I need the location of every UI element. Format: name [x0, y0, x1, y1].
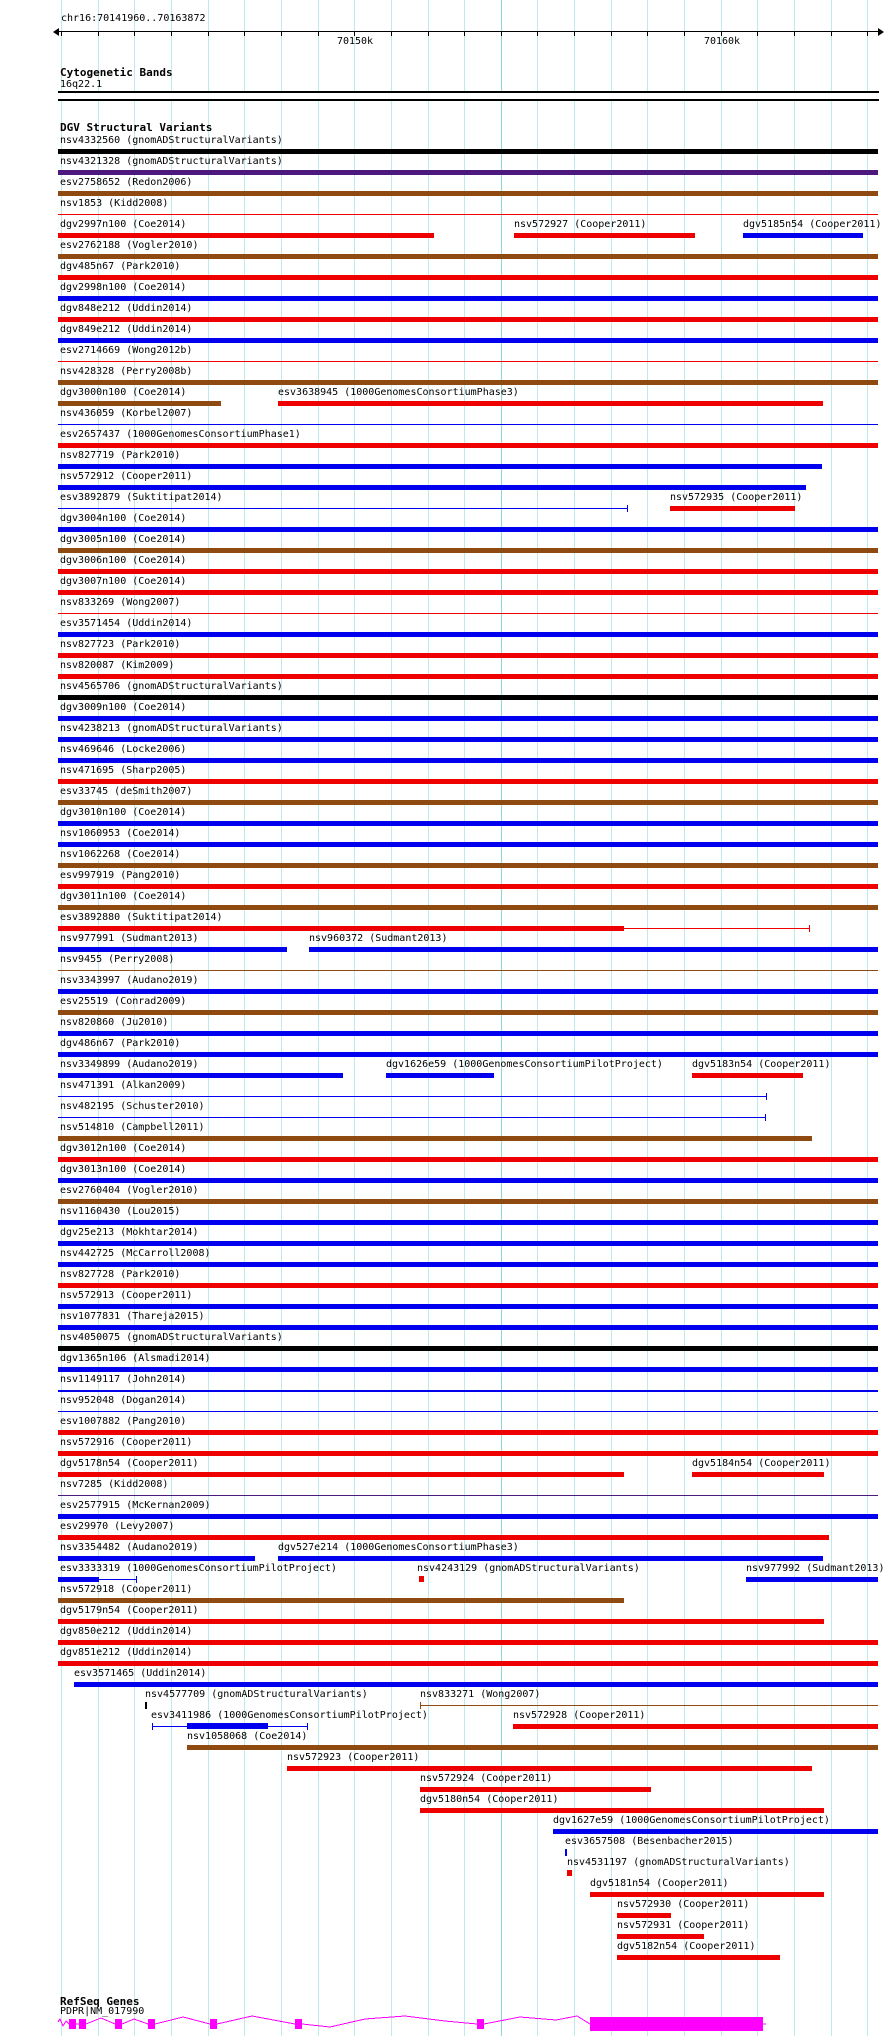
cytoband-track-title: Cytogenetic Bands	[60, 66, 173, 79]
variant-label: esv3638945 (1000GenomesConsortiumPhase3)	[278, 387, 519, 398]
variant-bar[interactable]	[58, 1640, 878, 1645]
gridline	[684, 0, 685, 2036]
variant-label: dgv3012n100 (Coe2014)	[60, 1143, 187, 1154]
gridline	[757, 0, 758, 2036]
variant-label: dgv486n67 (Park2010)	[60, 1038, 181, 1049]
variant-bar[interactable]	[58, 548, 878, 553]
gridline	[867, 0, 868, 2036]
variant-label: nsv977991 (Sudmant2013)	[60, 933, 199, 944]
ruler-tick	[391, 31, 392, 36]
gene-exon[interactable]	[79, 2019, 86, 2029]
ruler-tick	[574, 31, 575, 36]
variant-bar[interactable]	[58, 1556, 255, 1561]
variant-bar[interactable]	[58, 443, 878, 448]
variant-bar[interactable]	[58, 508, 627, 509]
variant-label: nsv4243129 (gnomADStructuralVariants)	[417, 1563, 640, 1574]
variant-label: nsv469646 (Locke2006)	[60, 744, 187, 755]
variant-bar[interactable]	[58, 1010, 878, 1015]
variant-end-tick	[136, 1576, 137, 1583]
ruler-tick	[757, 31, 758, 36]
variant-bar[interactable]	[58, 401, 221, 406]
gene-exon[interactable]	[148, 2019, 155, 2029]
ruler-tick	[464, 31, 465, 36]
variant-label: esv3892880 (Suktitipat2014)	[60, 912, 223, 923]
variant-bar[interactable]	[58, 821, 878, 826]
variant-bar[interactable]	[58, 863, 878, 868]
variant-bar[interactable]	[617, 1913, 671, 1918]
variant-label: nsv572912 (Cooper2011)	[60, 471, 193, 482]
gridline	[611, 0, 612, 2036]
variant-bar[interactable]	[58, 884, 878, 889]
variant-bar[interactable]	[58, 317, 878, 322]
variant-bar[interactable]	[145, 1702, 147, 1709]
variant-label: nsv4321328 (gnomADStructuralVariants)	[60, 156, 283, 167]
variant-label: esv3657508 (Besenbacher2015)	[565, 1836, 734, 1847]
variant-bar[interactable]	[58, 1390, 878, 1392]
gridline	[464, 0, 465, 2036]
variant-label: nsv471391 (Alkan2009)	[60, 1080, 187, 1091]
variant-bar[interactable]	[58, 1031, 878, 1036]
variant-label: nsv572913 (Cooper2011)	[60, 1290, 193, 1301]
variant-bar[interactable]	[420, 1705, 878, 1706]
variant-label: nsv7285 (Kidd2008)	[60, 1479, 169, 1490]
variant-bar[interactable]	[58, 1262, 878, 1267]
variant-bar[interactable]	[419, 1576, 424, 1582]
variant-end-tick	[307, 1723, 308, 1730]
variant-label: dgv5178n54 (Cooper2011)	[60, 1458, 199, 1469]
variant-bar[interactable]	[187, 1745, 878, 1750]
ruler-tick	[537, 31, 538, 36]
variant-label: nsv442725 (McCarroll2008)	[60, 1248, 211, 1259]
variant-bar[interactable]	[58, 214, 878, 215]
variant-label: esv2760404 (Vogler2010)	[60, 1185, 199, 1196]
ruler-right-arrow-icon	[878, 28, 884, 36]
variant-bar[interactable]	[58, 191, 878, 196]
cytoband-label: 16q22.1	[60, 79, 103, 90]
variant-bar[interactable]	[58, 1199, 878, 1204]
variant-bar[interactable]	[58, 1535, 829, 1540]
variant-label: dgv5184n54 (Cooper2011)	[692, 1458, 831, 1469]
variant-label: esv3571454 (Uddin2014)	[60, 618, 193, 629]
gene-exon[interactable]	[295, 2019, 302, 2029]
variant-bar[interactable]	[58, 1241, 878, 1246]
variant-label: dgv5185n54 (Cooper2011)	[743, 219, 882, 230]
variant-bar[interactable]	[58, 989, 878, 994]
gridline	[428, 0, 429, 2036]
gridline	[794, 0, 795, 2036]
ruler-left-arrow-icon	[53, 28, 59, 36]
variant-bar[interactable]	[420, 1787, 651, 1792]
variant-bar[interactable]	[58, 842, 878, 847]
variant-label: esv2657437 (1000GenomesConsortiumPhase1)	[60, 429, 301, 440]
variant-bar[interactable]	[74, 1682, 878, 1687]
variant-label: nsv572927 (Cooper2011)	[514, 219, 647, 230]
ruler-tick	[684, 31, 685, 36]
variant-label: nsv1149117 (John2014)	[60, 1374, 187, 1385]
variant-bar[interactable]	[58, 1451, 878, 1456]
variant-bar[interactable]	[58, 1661, 878, 1666]
ruler-tick	[831, 31, 832, 36]
variant-bar[interactable]	[58, 1619, 824, 1624]
ruler-tick	[867, 31, 868, 36]
variant-label: dgv3004n100 (Coe2014)	[60, 513, 187, 524]
variant-bar[interactable]	[58, 1117, 765, 1118]
variant-label: dgv5179n54 (Cooper2011)	[60, 1605, 199, 1616]
variant-bar[interactable]	[553, 1829, 878, 1834]
variant-label: nsv4565706 (gnomADStructuralVariants)	[60, 681, 283, 692]
variant-label: dgv1365n106 (Alsmadi2014)	[60, 1353, 211, 1364]
variant-label: esv33745 (deSmith2007)	[60, 786, 193, 797]
variant-label: nsv1160430 (Lou2015)	[60, 1206, 181, 1217]
variant-label: nsv4577709 (gnomADStructuralVariants)	[145, 1689, 368, 1700]
variant-label: nsv827719 (Park2010)	[60, 450, 181, 461]
gene-exon[interactable]	[210, 2019, 217, 2029]
gridline	[831, 0, 832, 2036]
variant-label: nsv428328 (Perry2008b)	[60, 366, 193, 377]
variant-label: dgv485n67 (Park2010)	[60, 261, 181, 272]
region-label: chr16:70141960..70163872	[61, 13, 206, 24]
variant-bar[interactable]	[58, 905, 878, 910]
variant-bar[interactable]	[692, 1472, 824, 1477]
variant-label: nsv514810 (Campbell2011)	[60, 1122, 205, 1133]
variant-label: dgv25e213 (Mokhtar2014)	[60, 1227, 199, 1238]
ruler-axis-line	[58, 31, 879, 32]
variant-bar[interactable]	[58, 1052, 878, 1057]
gridline	[574, 0, 575, 2036]
variant-label: esv2577915 (McKernan2009)	[60, 1500, 211, 1511]
variant-bar[interactable]	[58, 695, 878, 700]
variant-label: nsv960372 (Sudmant2013)	[309, 933, 448, 944]
ruler-tick	[208, 31, 209, 36]
variant-end-tick	[627, 505, 628, 512]
variant-bar[interactable]	[58, 149, 878, 154]
variant-bar[interactable]	[567, 1870, 572, 1876]
ruler-tick	[244, 31, 245, 36]
variant-bar[interactable]	[58, 1304, 878, 1309]
ruler-tick	[171, 31, 172, 36]
variant-end-tick	[152, 1723, 153, 1730]
variant-bar[interactable]	[624, 928, 809, 929]
variant-bar[interactable]	[58, 1178, 878, 1183]
ruler-tick	[318, 31, 319, 36]
variant-bar[interactable]	[278, 1556, 823, 1561]
variant-end-tick	[420, 1702, 421, 1709]
variant-label: nsv1077831 (Thareja2015)	[60, 1311, 205, 1322]
variant-bar[interactable]	[58, 1136, 812, 1141]
variant-label: nsv4332560 (gnomADStructuralVariants)	[60, 135, 283, 146]
variant-bar[interactable]	[99, 1579, 136, 1580]
variant-bar[interactable]	[58, 1325, 878, 1330]
variant-bar[interactable]	[58, 380, 878, 385]
variant-bar[interactable]	[58, 1157, 878, 1162]
variant-label: dgv2998n100 (Coe2014)	[60, 282, 187, 293]
variant-bar[interactable]	[617, 1955, 780, 1960]
variant-label: dgv5183n54 (Cooper2011)	[692, 1059, 831, 1070]
ruler-tick	[611, 31, 612, 36]
variant-bar[interactable]	[309, 947, 878, 952]
variant-label: nsv4050075 (gnomADStructuralVariants)	[60, 1332, 283, 1343]
gridline	[721, 0, 722, 2036]
ruler-tick-label: 70160k	[703, 36, 741, 47]
variant-bar[interactable]	[590, 1892, 824, 1897]
variant-bar[interactable]	[58, 233, 434, 238]
variant-label: nsv3354482 (Audano2019)	[60, 1542, 199, 1553]
ruler-tick	[428, 31, 429, 36]
variant-label: nsv572930 (Cooper2011)	[617, 1899, 750, 1910]
variant-bar[interactable]	[58, 464, 822, 469]
variant-label: esv2714669 (Wong2012b)	[60, 345, 193, 356]
ruler-tick	[794, 31, 795, 36]
variant-label: esv3411986 (1000GenomesConsortiumPilotProject)	[151, 1710, 428, 1721]
variant-bar[interactable]	[670, 506, 795, 511]
variant-bar[interactable]	[58, 1367, 878, 1372]
variant-bar[interactable]	[58, 485, 806, 490]
variant-label: nsv4238213 (gnomADStructuralVariants)	[60, 723, 283, 734]
variant-label: dgv3000n100 (Coe2014)	[60, 387, 187, 398]
variant-label: esv25519 (Conrad2009)	[60, 996, 187, 1007]
variant-bar[interactable]	[58, 1514, 878, 1519]
ruler-tick	[98, 31, 99, 36]
variant-label: nsv471695 (Sharp2005)	[60, 765, 187, 776]
variant-label: nsv3343997 (Audano2019)	[60, 975, 199, 986]
variant-bar[interactable]	[58, 1430, 878, 1435]
variant-bar[interactable]	[58, 1411, 878, 1412]
variant-bar[interactable]	[58, 1220, 878, 1225]
gridline	[537, 0, 538, 2036]
variant-label: nsv572918 (Cooper2011)	[60, 1584, 193, 1595]
variant-bar[interactable]	[617, 1934, 704, 1939]
variant-end-tick	[766, 1093, 767, 1100]
variant-bar[interactable]	[58, 1495, 878, 1496]
variant-bar[interactable]	[58, 275, 878, 280]
variant-end-tick	[809, 925, 810, 932]
variant-label: nsv1062268 (Coe2014)	[60, 849, 181, 860]
variant-bar[interactable]	[58, 653, 878, 658]
variant-bar[interactable]	[743, 233, 863, 238]
variant-label: esv3571465 (Uddin2014)	[74, 1668, 207, 1679]
variant-bar[interactable]	[58, 737, 878, 742]
variant-bar[interactable]	[58, 361, 878, 362]
variant-bar[interactable]	[58, 296, 878, 301]
variant-bar[interactable]	[278, 401, 823, 406]
refseq-track-title: RefSeq Genes	[60, 1995, 140, 2008]
variant-bar[interactable]	[386, 1073, 494, 1078]
variant-bar[interactable]	[58, 613, 878, 614]
variant-label: nsv820087 (Kim2009)	[60, 660, 175, 671]
variant-bar[interactable]	[287, 1766, 812, 1771]
variant-bar[interactable]	[58, 758, 878, 763]
variant-label: dgv851e212 (Uddin2014)	[60, 1647, 193, 1658]
variant-bar[interactable]	[58, 632, 878, 637]
variant-bar[interactable]	[58, 1096, 766, 1097]
variant-label: nsv572931 (Cooper2011)	[617, 1920, 750, 1931]
variant-label: dgv527e214 (1000GenomesConsortiumPhase3)	[278, 1542, 519, 1553]
variant-label: esv2762188 (Vogler2010)	[60, 240, 199, 251]
variant-label: nsv820860 (Ju2010)	[60, 1017, 169, 1028]
variant-bar[interactable]	[420, 1808, 824, 1813]
variant-bar[interactable]	[58, 1472, 624, 1477]
gridline	[501, 0, 502, 2036]
variant-label: nsv952048 (Dogan2014)	[60, 1395, 187, 1406]
variant-label: dgv5182n54 (Cooper2011)	[617, 1941, 756, 1952]
variant-label: nsv833269 (Wong2007)	[60, 597, 181, 608]
ruler-tick	[501, 31, 502, 36]
variant-label: nsv4531197 (gnomADStructuralVariants)	[567, 1857, 790, 1868]
variant-label: esv3892879 (Suktitipat2014)	[60, 492, 223, 503]
gridline	[647, 0, 648, 2036]
gene-exon-large[interactable]	[590, 2017, 763, 2031]
variant-label: dgv3005n100 (Coe2014)	[60, 534, 187, 545]
cytoband-bar[interactable]	[58, 91, 879, 101]
variant-end-tick	[765, 1114, 766, 1121]
gridline	[354, 0, 355, 2036]
variant-bar[interactable]	[58, 569, 878, 574]
variant-label: nsv1853 (Kidd2008)	[60, 198, 169, 209]
variant-label: nsv9455 (Perry2008)	[60, 954, 175, 965]
variant-label: dgv848e212 (Uddin2014)	[60, 303, 193, 314]
variant-label: nsv572923 (Cooper2011)	[287, 1752, 420, 1763]
variant-label: esv997919 (Pang2010)	[60, 870, 181, 881]
refseq-gene-model[interactable]	[0, 2010, 890, 2036]
gridline	[318, 0, 319, 2036]
variant-bar[interactable]	[58, 716, 878, 721]
variant-label: nsv833271 (Wong2007)	[420, 1689, 541, 1700]
variant-label: dgv3013n100 (Coe2014)	[60, 1164, 187, 1175]
variant-bar[interactable]	[58, 1283, 878, 1288]
gene-exon[interactable]	[115, 2019, 122, 2029]
ruler-tick	[134, 31, 135, 36]
variant-bar[interactable]	[58, 424, 878, 425]
variant-label: nsv1060953 (Coe2014)	[60, 828, 181, 839]
variant-label: nsv572924 (Cooper2011)	[420, 1773, 553, 1784]
variant-label: dgv3009n100 (Coe2014)	[60, 702, 187, 713]
variant-label: nsv572935 (Cooper2011)	[670, 492, 803, 503]
variant-bar[interactable]	[58, 1598, 624, 1603]
ruler-tick-label: 70150k	[336, 36, 374, 47]
variant-label: dgv1627e59 (1000GenomesConsortiumPilotProject)	[553, 1815, 830, 1826]
variant-bar[interactable]	[58, 926, 624, 931]
ruler-tick	[61, 31, 62, 36]
variant-label: dgv1626e59 (1000GenomesConsortiumPilotProject)	[386, 1059, 663, 1070]
variant-label: dgv3007n100 (Coe2014)	[60, 576, 187, 587]
variant-label: dgv849e212 (Uddin2014)	[60, 324, 193, 335]
variant-label: nsv827728 (Park2010)	[60, 1269, 181, 1280]
variant-bar[interactable]	[58, 590, 878, 595]
refseq-gene-label: PDPR|NM_017990	[60, 2006, 145, 2017]
variant-bar[interactable]	[58, 170, 878, 175]
variant-label: nsv1058068 (Coe2014)	[187, 1731, 308, 1742]
variant-bar[interactable]	[746, 1577, 878, 1582]
variant-bar[interactable]	[58, 779, 878, 784]
variant-bar[interactable]	[58, 674, 878, 679]
variant-bar[interactable]	[58, 1346, 878, 1351]
variant-label: esv3333319 (1000GenomesConsortiumPilotProject)	[60, 1563, 337, 1574]
variant-bar[interactable]	[58, 527, 878, 532]
variant-label: dgv3006n100 (Coe2014)	[60, 555, 187, 566]
variant-label: dgv2997n100 (Coe2014)	[60, 219, 187, 230]
variant-bar[interactable]	[58, 947, 287, 952]
variant-label: esv1007882 (Pang2010)	[60, 1416, 187, 1427]
ruler-tick	[281, 31, 282, 36]
variant-bar[interactable]	[58, 970, 878, 971]
variant-label: nsv572916 (Cooper2011)	[60, 1437, 193, 1448]
variant-bar[interactable]	[58, 800, 878, 805]
gridline	[391, 0, 392, 2036]
variant-bar[interactable]	[58, 1577, 99, 1582]
variant-bar[interactable]	[513, 1724, 878, 1729]
variant-label: esv2758652 (Redon2006)	[60, 177, 193, 188]
variant-label: nsv436059 (Korbel2007)	[60, 408, 193, 419]
variant-bar[interactable]	[565, 1849, 567, 1856]
variant-label: nsv482195 (Schuster2010)	[60, 1101, 205, 1112]
gene-exon[interactable]	[69, 2019, 76, 2029]
variant-label: nsv827723 (Park2010)	[60, 639, 181, 650]
variant-label: esv29970 (Levy2007)	[60, 1521, 175, 1532]
variant-label: nsv977992 (Sudmant2013)	[746, 1563, 885, 1574]
gene-exon[interactable]	[477, 2019, 484, 2029]
variant-label: dgv3010n100 (Coe2014)	[60, 807, 187, 818]
variant-bar[interactable]	[58, 338, 878, 343]
variant-label: dgv5180n54 (Cooper2011)	[420, 1794, 559, 1805]
dgv-track-title: DGV Structural Variants	[60, 121, 213, 134]
variant-label: dgv850e212 (Uddin2014)	[60, 1626, 193, 1637]
variant-bar[interactable]	[187, 1723, 268, 1729]
variant-label: nsv3349899 (Audano2019)	[60, 1059, 199, 1070]
variant-bar[interactable]	[514, 233, 695, 238]
variant-label: dgv5181n54 (Cooper2011)	[590, 1878, 729, 1889]
variant-bar[interactable]	[58, 254, 878, 259]
variant-label: nsv572928 (Cooper2011)	[513, 1710, 646, 1721]
variant-label: dgv3011n100 (Coe2014)	[60, 891, 187, 902]
ruler-tick	[647, 31, 648, 36]
variant-bar[interactable]	[58, 1073, 343, 1078]
variant-bar[interactable]	[692, 1073, 803, 1078]
